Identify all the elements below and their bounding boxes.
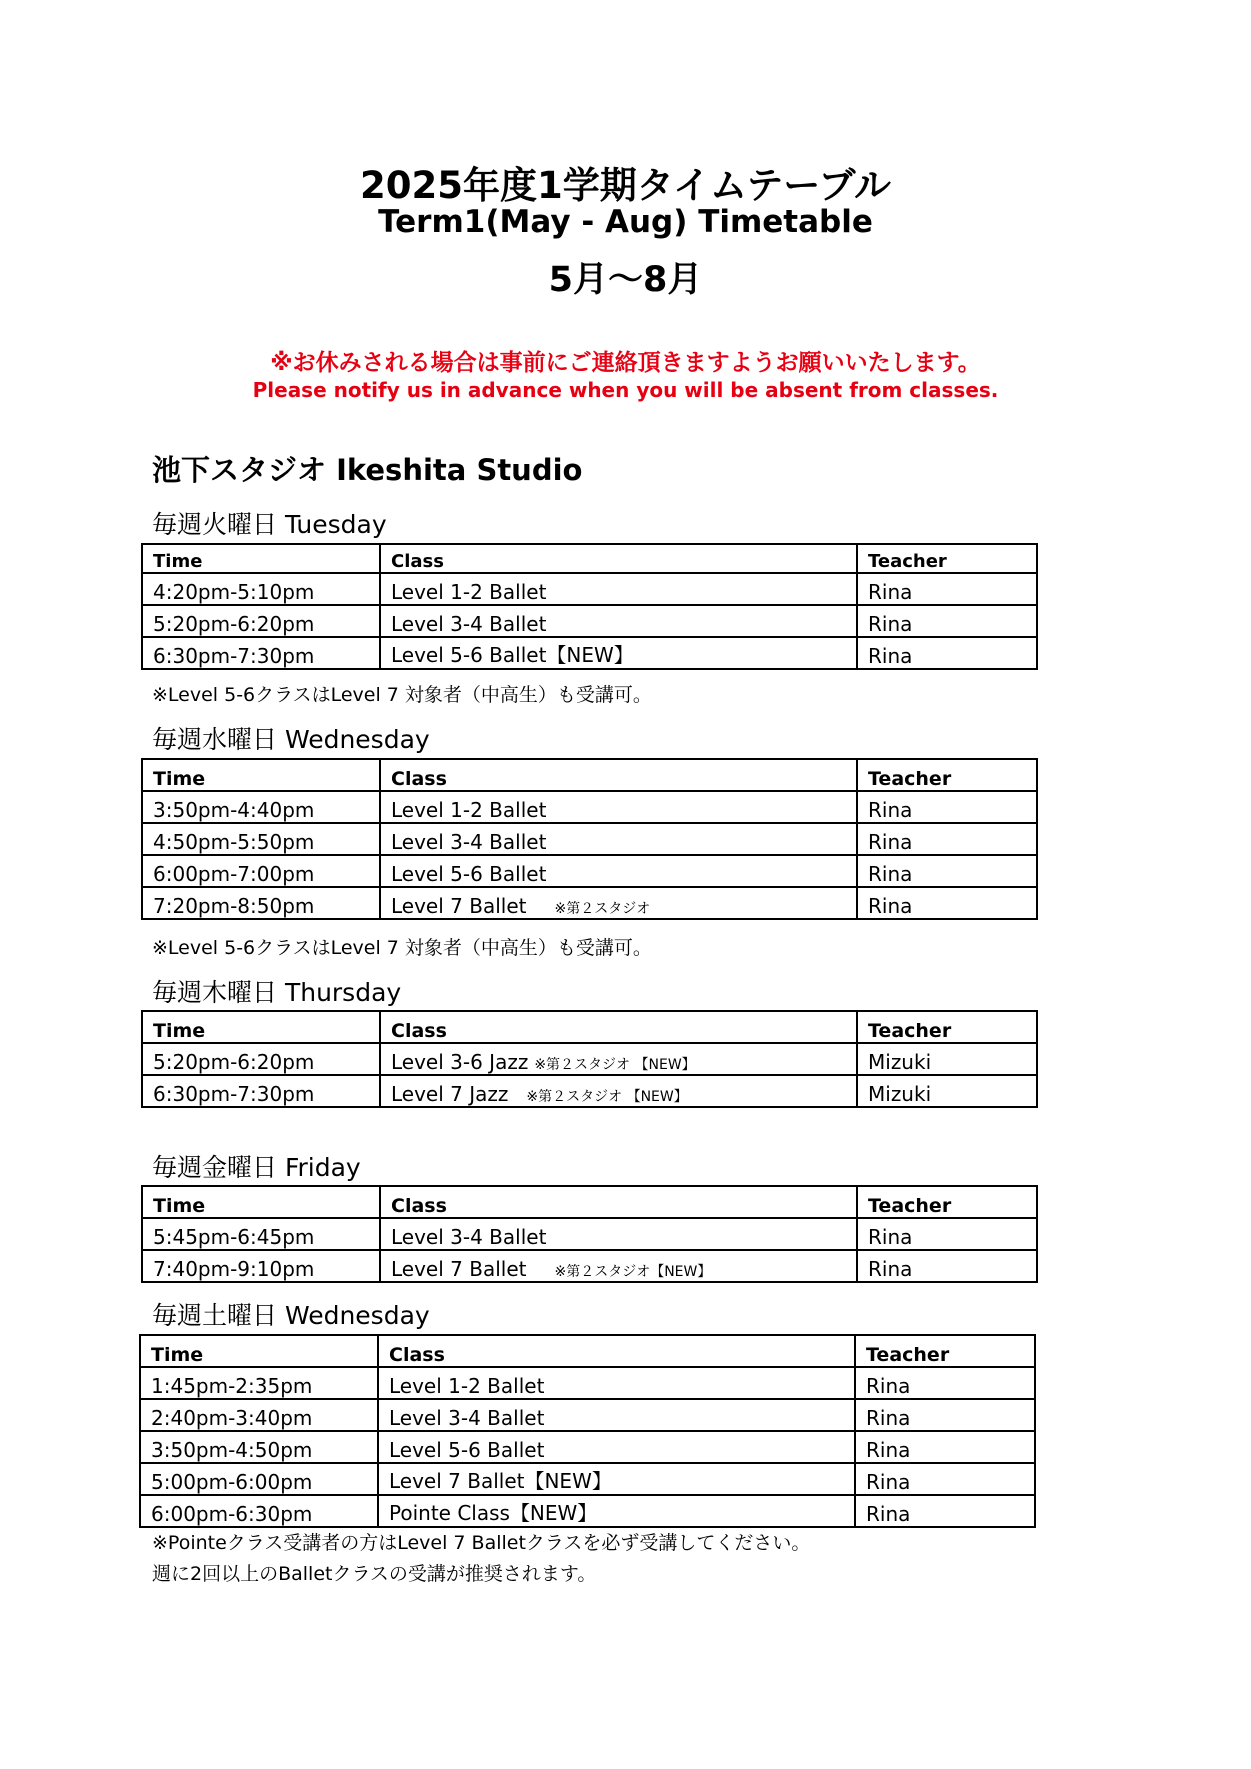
table-row [142, 823, 1037, 855]
teacher-cell: Mizuki [857, 1075, 1037, 1107]
class-name: Pointe Class【NEW】 [389, 1501, 598, 1525]
column-header-teacher: Teacher [857, 544, 1037, 573]
table-row [140, 1463, 1035, 1495]
column-header-class: Class [380, 544, 857, 573]
column-header-class: Class [380, 1186, 857, 1218]
table-row [142, 791, 1037, 823]
teacher-cell: Rina [857, 1250, 1037, 1282]
column-header-class: Class [378, 1335, 855, 1367]
teacher-cell: Rina [855, 1399, 1035, 1431]
teacher-cell: Rina [857, 887, 1037, 919]
class-name: Level 3-4 Ballet [389, 1406, 545, 1430]
time-cell: 6:00pm-7:00pm [142, 855, 380, 887]
teacher-cell: Rina [855, 1463, 1035, 1495]
time-cell: 3:50pm-4:50pm [140, 1431, 378, 1463]
table-row [140, 1431, 1035, 1463]
class-name: Level 3-4 Ballet [391, 612, 547, 636]
day-heading-saturday: 毎週土曜日 Wednesday [152, 1301, 430, 1330]
timetable-tuesday [141, 543, 1038, 670]
table-row [142, 573, 1037, 605]
time-cell: 5:00pm-6:00pm [140, 1463, 378, 1495]
class-name: Level 3-4 Ballet [391, 830, 547, 854]
table-row [142, 887, 1037, 919]
ballet-recommendation-note: 週に2回以上のBalletクラスの受講が推奨されます。 [152, 1563, 597, 1585]
class-cell [378, 1495, 855, 1527]
teacher-cell: Mizuki [857, 1043, 1037, 1075]
table-header-row [142, 1011, 1037, 1043]
table-row [142, 605, 1037, 637]
column-header-time: Time [142, 759, 380, 791]
class-name: Level 7 Jazz [391, 1082, 509, 1106]
timetable-thursday [141, 1010, 1038, 1108]
column-header-class: Class [380, 759, 857, 791]
class-name: Level 7 Ballet【NEW】 [389, 1469, 612, 1493]
time-cell: 7:40pm-9:10pm [142, 1250, 380, 1282]
class-name: Level 5-6 Ballet [391, 862, 547, 886]
class-cell [380, 1075, 857, 1107]
class-cell [380, 791, 857, 823]
class-name: Level 1-2 Ballet [389, 1374, 545, 1398]
day-heading-wednesday: 毎週水曜日 Wednesday [152, 725, 430, 754]
time-cell: 5:45pm-6:45pm [142, 1218, 380, 1250]
footnote-tuesday: ※Level 5-6クラスはLevel 7 対象者（中高生）も受講可。 [152, 684, 652, 706]
timetable-saturday [139, 1334, 1036, 1528]
class-cell [378, 1367, 855, 1399]
timetable-friday [141, 1185, 1038, 1283]
table-row [142, 637, 1037, 669]
table-row [142, 1218, 1037, 1250]
teacher-cell: Rina [857, 823, 1037, 855]
time-cell: 2:40pm-3:40pm [140, 1399, 378, 1431]
time-cell: 6:00pm-6:30pm [140, 1495, 378, 1527]
class-cell [380, 573, 857, 605]
teacher-cell: Rina [855, 1431, 1035, 1463]
time-cell: 4:50pm-5:50pm [142, 823, 380, 855]
column-header-time: Time [142, 1011, 380, 1043]
class-cell [380, 1250, 857, 1282]
table-header-row [140, 1335, 1035, 1367]
page-title: 2025年度1学期タイムテーブル [360, 164, 891, 207]
pointe-requirement-note: ※Pointeクラス受講者の方はLevel 7 Balletクラスを必ず受講してください。 [152, 1532, 811, 1554]
class-name: Level 5-6 Ballet【NEW】 [391, 643, 634, 667]
table-row [140, 1495, 1035, 1527]
table-row [142, 1250, 1037, 1282]
teacher-cell: Rina [857, 1218, 1037, 1250]
time-cell: 6:30pm-7:30pm [142, 1075, 380, 1107]
absence-notice-ja: ※お休みされる場合は事前にご連絡頂きますようお願いいたします。 [270, 350, 981, 376]
teacher-cell: Rina [857, 791, 1037, 823]
time-cell: 5:20pm-6:20pm [142, 605, 380, 637]
table-row [140, 1367, 1035, 1399]
table-header-row [142, 759, 1037, 791]
timetable-wednesday [141, 758, 1038, 920]
class-cell [378, 1431, 855, 1463]
class-name: Level 3-6 Jazz [391, 1050, 529, 1074]
class-name: Level 5-6 Ballet [389, 1438, 545, 1462]
time-cell: 5:20pm-6:20pm [142, 1043, 380, 1075]
class-cell [378, 1463, 855, 1495]
teacher-cell: Rina [857, 573, 1037, 605]
day-heading-friday: 毎週金曜日 Friday [152, 1153, 361, 1182]
class-cell [380, 637, 857, 669]
class-name: Level 3-4 Ballet [391, 1225, 547, 1249]
page-subtitle: Term1(May - Aug) Timetable [378, 204, 873, 240]
day-heading-thursday: 毎週木曜日 Thursday [152, 978, 402, 1007]
class-cell [380, 1043, 857, 1075]
time-cell: 3:50pm-4:40pm [142, 791, 380, 823]
studio-note: ※第２スタジオ 【NEW】 [526, 1089, 688, 1105]
time-cell: 1:45pm-2:35pm [140, 1367, 378, 1399]
time-cell: 7:20pm-8:50pm [142, 887, 380, 919]
table-row [140, 1399, 1035, 1431]
studio-note: ※第２スタジオ【NEW】 [554, 1264, 712, 1280]
studio-note: ※第２スタジオ 【NEW】 [534, 1057, 696, 1073]
column-header-class: Class [380, 1011, 857, 1043]
class-name: Level 7 Ballet [391, 894, 527, 918]
time-cell: 4:20pm-5:10pm [142, 573, 380, 605]
column-header-time: Time [140, 1335, 378, 1367]
studio-heading: 池下スタジオ Ikeshita Studio [152, 453, 583, 487]
column-header-time: Time [142, 1186, 380, 1218]
absence-notice-en: Please notify us in advance when you will be absent from classes. [252, 378, 999, 402]
column-header-teacher: Teacher [857, 1186, 1037, 1218]
class-name: Level 7 Ballet [391, 1257, 527, 1281]
class-cell [380, 855, 857, 887]
teacher-cell: Rina [857, 605, 1037, 637]
class-name: Level 1-2 Ballet [391, 580, 547, 604]
class-cell [380, 823, 857, 855]
column-header-teacher: Teacher [857, 1011, 1037, 1043]
table-header-row [142, 1186, 1037, 1218]
table-row [142, 1075, 1037, 1107]
class-name: Level 1-2 Ballet [391, 798, 547, 822]
class-cell [380, 1218, 857, 1250]
time-cell: 6:30pm-7:30pm [142, 637, 380, 669]
column-header-teacher: Teacher [857, 759, 1037, 791]
class-cell [380, 887, 857, 919]
teacher-cell: Rina [855, 1367, 1035, 1399]
table-row [142, 1043, 1037, 1075]
studio-note: ※第２スタジオ [554, 901, 651, 917]
teacher-cell: Rina [855, 1495, 1035, 1527]
term-months: 5月～8月 [548, 260, 703, 300]
teacher-cell: Rina [857, 855, 1037, 887]
footnote-wednesday: ※Level 5-6クラスはLevel 7 対象者（中高生）も受講可。 [152, 937, 652, 959]
class-cell [378, 1399, 855, 1431]
class-cell [380, 605, 857, 637]
table-row [142, 855, 1037, 887]
table-header-row [142, 544, 1037, 573]
column-header-teacher: Teacher [855, 1335, 1035, 1367]
column-header-time: Time [142, 544, 380, 573]
teacher-cell: Rina [857, 637, 1037, 669]
day-heading-tuesday: 毎週火曜日 Tuesday [152, 510, 387, 539]
